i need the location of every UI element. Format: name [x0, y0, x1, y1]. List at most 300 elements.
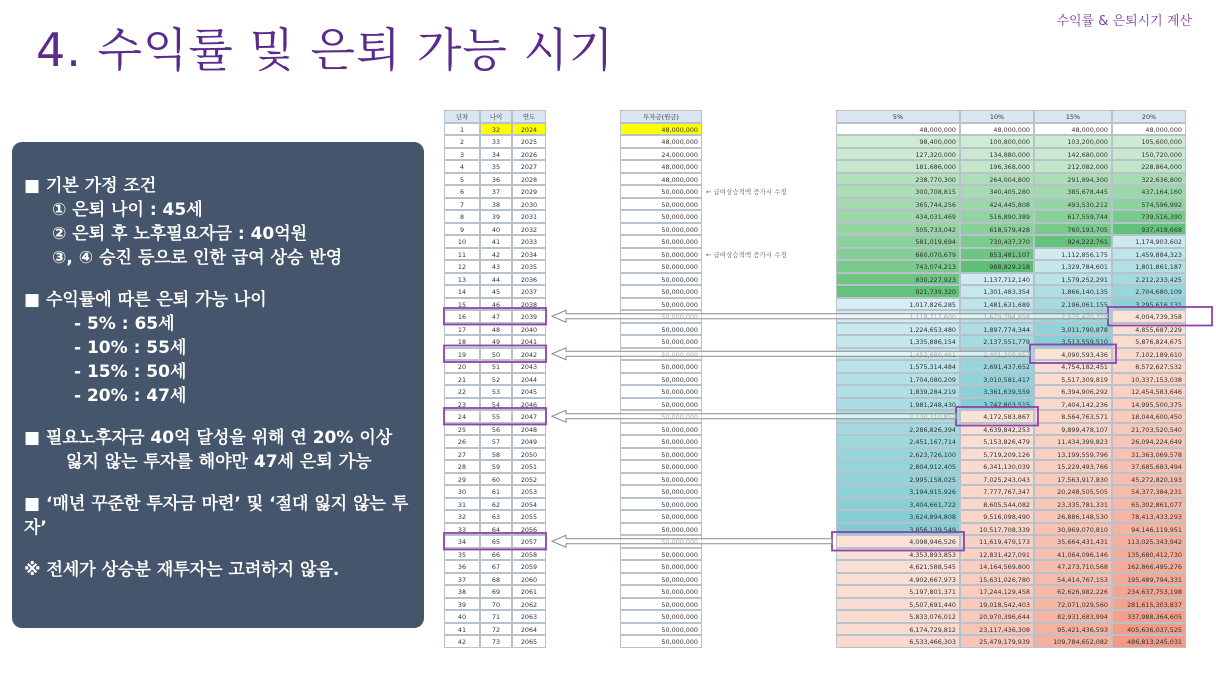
table-cell: 62: [480, 498, 512, 511]
table-cell: 33: [444, 523, 480, 536]
table-cell: 14: [444, 285, 480, 298]
table-cell: 5,833,076,012: [836, 610, 960, 623]
page-title: 4. 수익률 및 은퇴 가능 시기: [36, 23, 615, 77]
table-cell: 50,000,000: [620, 248, 702, 261]
table-cell: 2,804,912,405: [836, 460, 960, 473]
table-cell: 291,894,300: [1034, 173, 1112, 186]
table-cell: 4,353,893,853: [836, 548, 960, 561]
highlight-box: [1030, 345, 1116, 364]
table-cell: 6,533,466,303: [836, 635, 960, 648]
table-cell: 48,000,000: [1112, 123, 1186, 136]
table-cell: 23: [444, 398, 480, 411]
table-cell: 41: [444, 623, 480, 636]
table-cell: 6,341,130,039: [960, 460, 1034, 473]
note-label: ← 급여상승적액 증가시 수정: [706, 250, 787, 259]
table-cell: 15,229,493,766: [1034, 460, 1112, 473]
table-cell: 3,361,639,559: [960, 385, 1034, 398]
column-header: 10%: [960, 110, 1034, 123]
table-cell: 32: [444, 510, 480, 523]
assumption-item: ① 은퇴 나이 : 45세: [52, 200, 203, 220]
table-cell: 50,000,000: [620, 485, 702, 498]
table-cell: 2036: [512, 273, 546, 286]
table-cell: 48,000,000: [620, 123, 702, 136]
table-cell: 516,890,389: [960, 210, 1034, 223]
table-cell: 2045: [512, 385, 546, 398]
table-cell: 26,886,148,530: [1034, 510, 1112, 523]
table-cell: 2025: [512, 135, 546, 148]
table-cell: 65: [480, 535, 512, 548]
table-cell: 42: [444, 635, 480, 648]
table-cell: 340,405,280: [960, 185, 1034, 198]
table-cell: 1,137,712,140: [960, 273, 1034, 286]
table-cell: 2060: [512, 573, 546, 586]
table-cell: 3,194,915,926: [836, 485, 960, 498]
table-cell: 63: [480, 510, 512, 523]
table-cell: 2033: [512, 235, 546, 248]
table-cell: 45: [480, 285, 512, 298]
table-cell: 5,876,824,675: [1112, 335, 1186, 348]
principle-heading: ■ ‘매년 꾸준한 투자금 마련’ 및 ‘절대 잃지 않는 투자’: [24, 494, 409, 538]
table-cell: 1,224,653,480: [836, 323, 960, 336]
table-cell: 39: [444, 598, 480, 611]
table-cell: 2058: [512, 548, 546, 561]
table-cell: 21: [444, 373, 480, 386]
table-cell: 1,579,252,291: [1034, 273, 1112, 286]
table-cell: 2050: [512, 448, 546, 461]
table-cell: 8,572,627,532: [1112, 360, 1186, 373]
table-cell: 41,064,096,146: [1034, 548, 1112, 561]
table-cell: 281,615,303,837: [1112, 598, 1186, 611]
table-cell: 50,000,000: [620, 498, 702, 511]
retirement-age-item: - 20% : 47세: [74, 386, 187, 406]
target-detail: 잃지 않는 투자를 해야만 47세 은퇴 가능: [66, 452, 372, 472]
table-cell: 4,902,667,973: [836, 573, 960, 586]
table-cell: 618,579,428: [960, 223, 1034, 236]
table-cell: 19,018,542,403: [960, 598, 1034, 611]
table-cell: 28: [444, 460, 480, 473]
table-cell: 135,680,412,730: [1112, 548, 1186, 561]
table-cell: 212,082,000: [1034, 160, 1112, 173]
table-cell: 47,273,710,568: [1034, 560, 1112, 573]
table-cell: 24: [444, 410, 480, 423]
table-cell: 2,995,158,025: [836, 473, 960, 486]
table-cell: 617,559,744: [1034, 210, 1112, 223]
table-cell: 1,112,856,175: [1034, 248, 1112, 261]
assumption-item: ③, ④ 승진 등으로 인한 급여 상승 반영: [52, 248, 343, 268]
highlight-box: [444, 346, 546, 363]
table-cell: 12: [444, 260, 480, 273]
table-cell: 1,017,826,285: [836, 298, 960, 311]
table-cell: 72: [480, 623, 512, 636]
table-cell: 82,931,683,994: [1034, 610, 1112, 623]
table-cell: 54,377,384,231: [1112, 485, 1186, 498]
table-cell: 1,897,774,344: [960, 323, 1034, 336]
table-cell: 50,000,000: [620, 298, 702, 311]
table-cell: 14,995,500,375: [1112, 398, 1186, 411]
table-cell: 6: [444, 185, 480, 198]
table-cell: 34: [444, 535, 480, 548]
table-cell: 2055: [512, 510, 546, 523]
table-cell: 2056: [512, 523, 546, 536]
table-cell: 1,704,080,209: [836, 373, 960, 386]
table-cell: 17,563,917,830: [1034, 473, 1112, 486]
table-cell: 11: [444, 248, 480, 261]
table-cell: 7,777,767,347: [960, 485, 1034, 498]
table-cell: 1,839,284,219: [836, 385, 960, 398]
table-cell: 50,000,000: [620, 623, 702, 636]
table-cell: 45,272,820,193: [1112, 473, 1186, 486]
table-cell: 234,637,753,198: [1112, 585, 1186, 598]
table-cell: 64: [480, 523, 512, 536]
table-cell: 4,004,739,358: [1112, 310, 1186, 323]
table-cell: 31,363,069,578: [1112, 448, 1186, 461]
table-cell: 9,899,478,107: [1034, 423, 1112, 436]
table-cell: 100,800,000: [960, 135, 1034, 148]
table-cell: 2,704,680,109: [1112, 285, 1186, 298]
column-header: 투자금(원금): [620, 110, 702, 123]
table-cell: 78,413,433,293: [1112, 510, 1186, 523]
table-cell: 8,605,544,082: [960, 498, 1034, 511]
table-cell: 10,517,708,339: [960, 523, 1034, 536]
table-cell: 7: [444, 198, 480, 211]
table-cell: 434,031,469: [836, 210, 960, 223]
table-cell: 50,000,000: [620, 323, 702, 336]
table-cell: 48,000,000: [620, 173, 702, 186]
table-cell: 56: [480, 423, 512, 436]
table-cell: 38: [444, 585, 480, 598]
table-cell: 6,394,906,292: [1034, 385, 1112, 398]
table-cell: 62,626,982,226: [1034, 585, 1112, 598]
table-cell: 50,000,000: [620, 198, 702, 211]
table-cell: 1,981,248,430: [836, 398, 960, 411]
table-cell: 1,801,861,187: [1112, 260, 1186, 273]
table-cell: 2048: [512, 423, 546, 436]
table-cell: 50,000,000: [620, 373, 702, 386]
column-header: 년차: [444, 110, 480, 123]
table-cell: 37: [480, 185, 512, 198]
table-cell: 19: [444, 348, 480, 361]
table-cell: 48,000,000: [620, 135, 702, 148]
table-cell: 13: [444, 273, 480, 286]
table-cell: 20,970,396,644: [960, 610, 1034, 623]
table-cell: 2041: [512, 335, 546, 348]
table-cell: 36: [480, 173, 512, 186]
table-cell: 26: [444, 435, 480, 448]
table-cell: 24,000,000: [620, 148, 702, 161]
table-cell: 21,703,520,540: [1112, 423, 1186, 436]
table-cell: 46: [480, 298, 512, 311]
table-cell: 2034: [512, 248, 546, 261]
table-cell: 424,445,808: [960, 198, 1034, 211]
table-cell: 59: [480, 460, 512, 473]
table-cell: 50,000,000: [620, 360, 702, 373]
table-cell: 2061: [512, 585, 546, 598]
table-cell: 50,000,000: [620, 585, 702, 598]
table-cell: 4,855,687,229: [1112, 323, 1186, 336]
table-cell: 2,196,061,155: [1034, 298, 1112, 311]
table-cell: 105,600,000: [1112, 135, 1186, 148]
table-cell: 30: [444, 485, 480, 498]
table-cell: 2024: [512, 123, 546, 136]
table-cell: 20: [444, 360, 480, 373]
table-cell: 3,513,559,510: [1034, 335, 1112, 348]
table-cell: 2,212,233,425: [1112, 273, 1186, 286]
table-cell: 195,489,794,331: [1112, 573, 1186, 586]
retirement-age-item: - 5% : 65세: [74, 314, 175, 334]
table-cell: 48,000,000: [836, 123, 960, 136]
table-cell: 31: [444, 498, 480, 511]
table-cell: 4,639,842,253: [960, 423, 1034, 436]
table-cell: 73: [480, 635, 512, 648]
table-cell: 5,507,691,440: [836, 598, 960, 611]
table-cell: 2063: [512, 610, 546, 623]
table-cell: 69: [480, 585, 512, 598]
table-cell: 743,074,213: [836, 260, 960, 273]
table-cell: 2,691,437,652: [960, 360, 1034, 373]
table-cell: 50,000,000: [620, 610, 702, 623]
table-cell: 27: [444, 448, 480, 461]
table-cell: 2026: [512, 148, 546, 161]
table-cell: 37,685,683,494: [1112, 460, 1186, 473]
table-cell: 1: [444, 123, 480, 136]
table-cell: 17: [444, 323, 480, 336]
table-cell: 55: [480, 410, 512, 423]
table-cell: 581,019,694: [836, 235, 960, 248]
table-cell: 3,010,581,417: [960, 373, 1034, 386]
table-cell: 109,784,652,082: [1034, 635, 1112, 648]
table-cell: 385,678,445: [1034, 185, 1112, 198]
highlight-box: [444, 308, 546, 325]
table-cell: 1,459,884,323: [1112, 248, 1186, 261]
table-cell: 162,866,495,276: [1112, 560, 1186, 573]
table-cell: 26,094,224,649: [1112, 435, 1186, 448]
table-cell: 30,969,070,810: [1034, 523, 1112, 536]
table-cell: 181,686,000: [836, 160, 960, 173]
table-cell: 8,564,763,571: [1034, 410, 1112, 423]
table-cell: 43: [480, 260, 512, 273]
table-cell: 113,025,343,942: [1112, 535, 1186, 548]
table-cell: 437,164,160: [1112, 185, 1186, 198]
table-cell: 70: [480, 598, 512, 611]
table-cell: 2039: [512, 310, 546, 323]
assumption-item: ② 은퇴 후 노후필요자금 : 40억원: [52, 224, 308, 244]
table-cell: 921,739,320: [836, 285, 960, 298]
table-cell: 8: [444, 210, 480, 223]
table-cell: 12,454,583,646: [1112, 385, 1186, 398]
table-cell: 337,988,364,605: [1112, 610, 1186, 623]
table-cell: 49: [480, 335, 512, 348]
table-cell: 37: [444, 573, 480, 586]
table-cell: 830,227,923: [836, 273, 960, 286]
table-cell: 2064: [512, 623, 546, 636]
table-cell: 1,174,903,602: [1112, 235, 1186, 248]
table-cell: 40: [444, 610, 480, 623]
table-cell: 50,000,000: [620, 210, 702, 223]
table-cell: 65,302,861,077: [1112, 498, 1186, 511]
highlight-box: [1108, 307, 1212, 326]
table-cell: 6,174,729,812: [836, 623, 960, 636]
table-cell: 52: [480, 373, 512, 386]
table-cell: 48,000,000: [1034, 123, 1112, 136]
table-cell: 238,770,300: [836, 173, 960, 186]
arrow-icon: [552, 348, 1030, 360]
table-cell: 3: [444, 148, 480, 161]
table-cell: 50,000,000: [620, 185, 702, 198]
table-cell: 2,451,167,714: [836, 435, 960, 448]
table-cell: 34: [480, 148, 512, 161]
table-cell: 50,000,000: [620, 635, 702, 648]
table-cell: 4,172,583,867: [960, 410, 1034, 423]
table-cell: 2038: [512, 298, 546, 311]
table-cell: 33: [480, 135, 512, 148]
table-cell: 50,000,000: [620, 473, 702, 486]
highlight-box: [444, 533, 546, 550]
table-cell: 48,000,000: [620, 160, 702, 173]
table-cell: 22: [444, 385, 480, 398]
table-cell: 58: [480, 448, 512, 461]
table-cell: 20,248,505,505: [1034, 485, 1112, 498]
table-cell: 53: [480, 385, 512, 398]
table-cell: 3,856,139,549: [836, 523, 960, 536]
table-cell: 50,000,000: [620, 435, 702, 448]
table-cell: 50,000,000: [620, 285, 702, 298]
table-cell: 3,624,894,808: [836, 510, 960, 523]
table-cell: 5,719,209,126: [960, 448, 1034, 461]
table-cell: 2027: [512, 160, 546, 173]
table-cell: 50,000,000: [620, 260, 702, 273]
table-cell: 25,479,179,939: [960, 635, 1034, 648]
table-cell: 36: [444, 560, 480, 573]
retirement-age-item: - 10% : 55세: [74, 338, 187, 358]
table-cell: 2032: [512, 223, 546, 236]
table-cell: 15: [444, 298, 480, 311]
table-cell: 134,880,000: [960, 148, 1034, 161]
table-cell: 2: [444, 135, 480, 148]
table-cell: 23,117,436,308: [960, 623, 1034, 636]
table-cell: 50: [480, 348, 512, 361]
table-cell: 25: [444, 423, 480, 436]
table-cell: 2054: [512, 498, 546, 511]
table-cell: 39: [480, 210, 512, 223]
table-cell: 4,098,946,526: [836, 535, 960, 548]
table-cell: 48,000,000: [960, 123, 1034, 136]
table-cell: 12,831,427,091: [960, 548, 1034, 561]
arrow-icon: [552, 410, 956, 422]
table-cell: 35,664,431,431: [1034, 535, 1112, 548]
table-cell: 67: [480, 560, 512, 573]
table-cell: 4,090,593,436: [1034, 348, 1112, 361]
table-cell: 50,000,000: [620, 273, 702, 286]
table-cell: 3,404,661,722: [836, 498, 960, 511]
table-cell: 4,621,588,545: [836, 560, 960, 573]
table-cell: 228,864,000: [1112, 160, 1186, 173]
table-cell: 2044: [512, 373, 546, 386]
table-cell: 54: [480, 398, 512, 411]
table-cell: 2,137,551,779: [960, 335, 1034, 348]
table-cell: 3,295,616,131: [1112, 298, 1186, 311]
table-cell: 50,000,000: [620, 235, 702, 248]
table-cell: 50,000,000: [620, 573, 702, 586]
table-cell: 322,636,800: [1112, 173, 1186, 186]
table-cell: 32: [480, 123, 512, 136]
table-cell: 2053: [512, 485, 546, 498]
table-cell: 2030: [512, 198, 546, 211]
table-cell: 50,000,000: [620, 335, 702, 348]
table-cell: 2035: [512, 260, 546, 273]
table-cell: 196,368,000: [960, 160, 1034, 173]
table-cell: 41: [480, 235, 512, 248]
table-cell: 1,335,886,154: [836, 335, 960, 348]
table-cell: 2062: [512, 598, 546, 611]
table-cell: 7,404,142,236: [1034, 398, 1112, 411]
table-cell: 98,400,000: [836, 135, 960, 148]
table-cell: 2,286,826,394: [836, 423, 960, 436]
table-cell: 35: [444, 548, 480, 561]
table-cell: 2029: [512, 185, 546, 198]
arrow-icon: [552, 535, 832, 547]
table-cell: 3,011,790,878: [1034, 323, 1112, 336]
table-cell: 4: [444, 160, 480, 173]
table-cell: 127,320,000: [836, 148, 960, 161]
target-heading: ■ 필요노후자금 40억 달성을 위해 연 20% 이상: [24, 428, 393, 448]
table-cell: 1,575,314,484: [836, 360, 960, 373]
highlight-box: [444, 408, 546, 425]
assumption-heading: ■ 기본 가정 조건: [24, 176, 157, 196]
table-cell: 760,193,705: [1034, 223, 1112, 236]
table-cell: 16: [444, 310, 480, 323]
table-cell: 505,733,042: [836, 223, 960, 236]
table-cell: 72,071,029,560: [1034, 598, 1112, 611]
table-cell: 853,481,107: [960, 248, 1034, 261]
table-cell: 23,335,781,331: [1034, 498, 1112, 511]
table-cell: 50,000,000: [620, 523, 702, 536]
table-cell: 14,164,569,800: [960, 560, 1034, 573]
table-cell: 924,222,761: [1034, 235, 1112, 248]
table-cell: 574,596,992: [1112, 198, 1186, 211]
table-cell: 50,000,000: [620, 560, 702, 573]
table-cell: 2049: [512, 435, 546, 448]
table-cell: 15,631,026,780: [960, 573, 1034, 586]
table-cell: 40: [480, 223, 512, 236]
table-cell: 18: [444, 335, 480, 348]
table-cell: 44: [480, 273, 512, 286]
note-label: ← 급여상승적액 증가시 수정: [706, 188, 787, 196]
table-cell: 2057: [512, 535, 546, 548]
table-cell: 1,329,784,601: [1034, 260, 1112, 273]
table-cell: 103,200,000: [1034, 135, 1112, 148]
highlight-box: [832, 532, 964, 551]
table-cell: 71: [480, 610, 512, 623]
table-cell: 2028: [512, 173, 546, 186]
table-cell: 11,619,479,173: [960, 535, 1034, 548]
table-cell: 5,517,309,819: [1034, 373, 1112, 386]
footnote: ※ 전세가 상승분 재투자는 고려하지 않음.: [24, 560, 340, 580]
table-cell: 17,244,129,458: [960, 585, 1034, 598]
table-cell: 739,516,390: [1112, 210, 1186, 223]
table-cell: 66: [480, 548, 512, 561]
table-cell: 10,337,153,038: [1112, 373, 1186, 386]
table-cell: 54,414,767,153: [1034, 573, 1112, 586]
table-cell: 2051: [512, 460, 546, 473]
table-cell: 10: [444, 235, 480, 248]
table-cell: 50,000,000: [620, 460, 702, 473]
table-cell: 486,813,245,031: [1112, 635, 1186, 648]
table-cell: 35: [480, 160, 512, 173]
table-cell: 2040: [512, 323, 546, 336]
table-cell: 9,516,098,490: [960, 510, 1034, 523]
table-cell: 7,025,243,043: [960, 473, 1034, 486]
table-cell: 94,146,119,951: [1112, 523, 1186, 536]
